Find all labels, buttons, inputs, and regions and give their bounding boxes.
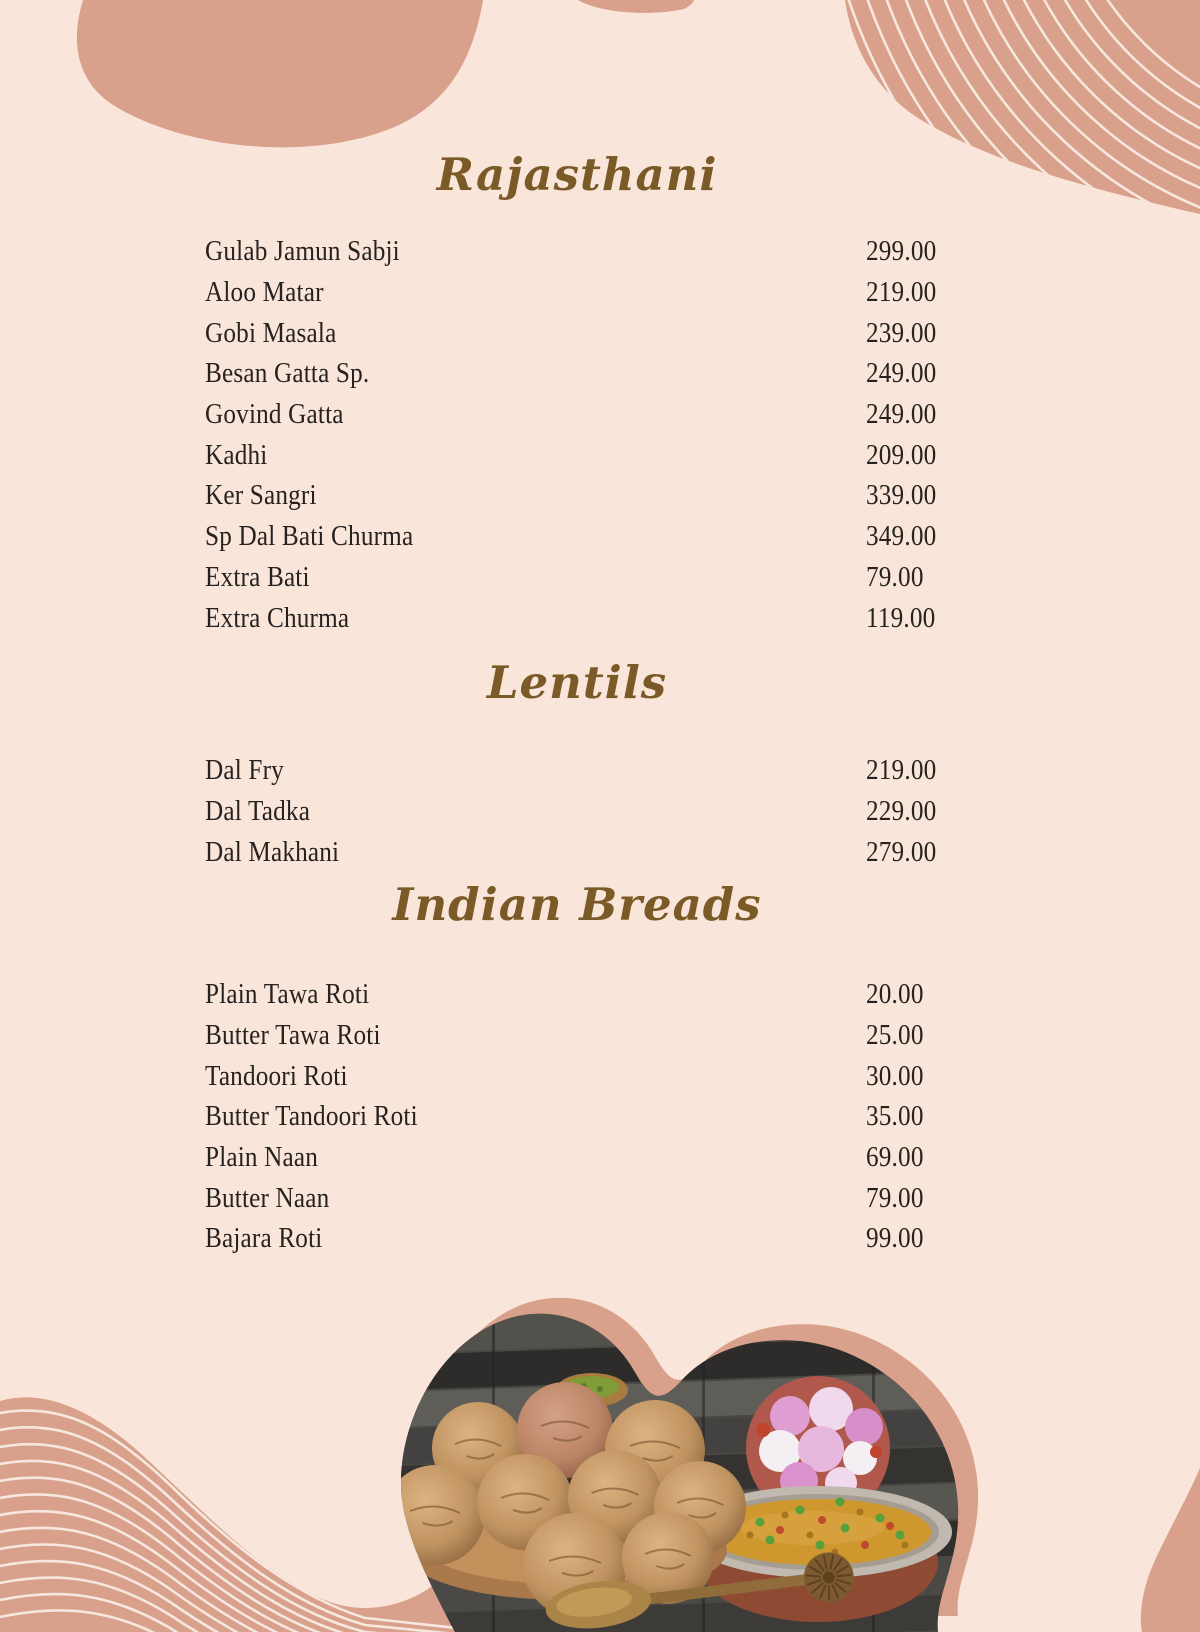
item-name: Plain Tawa Roti	[205, 979, 370, 1011]
item-name: Gobi Masala	[205, 317, 337, 349]
menu-item-row	[205, 751, 975, 792]
menu-item-row	[205, 1016, 975, 1057]
item-name: Butter Tawa Roti	[205, 1020, 381, 1052]
section-title-lentils: Lentils	[486, 656, 668, 709]
menu-item-row	[205, 517, 975, 558]
menu-item-row	[205, 476, 975, 517]
item-name: Extra Churma	[205, 602, 350, 634]
menu-item-row	[205, 792, 975, 833]
item-name: Ker Sangri	[205, 480, 317, 512]
menu-item-row	[205, 1219, 975, 1260]
item-price: 35.00	[866, 1101, 924, 1133]
item-price: 239.00	[866, 317, 937, 349]
item-price: 99.00	[866, 1223, 924, 1255]
item-name: Butter Naan	[205, 1182, 330, 1214]
item-name: Extra Bati	[205, 561, 310, 593]
menu-items-rajasthani	[205, 232, 975, 639]
item-price: 339.00	[866, 480, 937, 512]
item-name: Govind Gatta	[205, 399, 344, 431]
item-name: Plain Naan	[205, 1142, 319, 1174]
bottom-right-blob	[1141, 1468, 1200, 1632]
item-price: 79.00	[866, 1182, 924, 1214]
item-name: Tandoori Roti	[205, 1060, 348, 1092]
item-price: 79.00	[866, 561, 924, 593]
menu-item-row	[205, 1178, 975, 1219]
item-price: 30.00	[866, 1060, 924, 1092]
menu-item-row	[205, 598, 975, 639]
item-name: Kadhi	[205, 439, 268, 471]
item-price: 209.00	[866, 439, 937, 471]
top-left-blob	[77, 0, 483, 147]
top-bump-blob	[578, 0, 694, 13]
item-price: 119.00	[866, 602, 936, 634]
menu-item-row	[205, 558, 975, 599]
item-name: Bajara Roti	[205, 1223, 323, 1255]
menu-item-row	[205, 232, 975, 273]
item-name: Aloo Matar	[205, 277, 324, 309]
menu-item-row	[205, 975, 975, 1016]
item-name: Besan Gatta Sp.	[205, 358, 370, 390]
menu-item-row	[205, 1138, 975, 1179]
menu-item-row	[205, 1056, 975, 1097]
item-price: 219.00	[866, 755, 937, 787]
menu-items-lentils	[205, 751, 975, 873]
item-price: 20.00	[866, 979, 924, 1011]
section-title-rajasthani: Rajasthani	[436, 148, 718, 201]
item-name: Dal Tadka	[205, 796, 311, 828]
item-price: 249.00	[866, 358, 937, 390]
menu-item-row	[205, 354, 975, 395]
item-name: Dal Fry	[205, 755, 284, 787]
section-title-indian-breads: Indian Breads	[392, 878, 762, 931]
menu-item-row	[205, 395, 975, 436]
menu-item-row	[205, 313, 975, 354]
menu-items-indian-breads	[205, 975, 975, 1260]
menu-item-row	[205, 273, 975, 314]
item-price: 349.00	[866, 521, 937, 553]
item-price: 229.00	[866, 796, 937, 828]
item-price: 25.00	[866, 1020, 924, 1052]
item-name: Dal Makhani	[205, 836, 340, 868]
food-photo	[354, 1260, 1006, 1632]
item-price: 249.00	[866, 399, 937, 431]
item-price: 69.00	[866, 1142, 924, 1174]
item-name: Gulab Jamun Sabji	[205, 236, 400, 268]
item-price: 299.00	[866, 236, 937, 268]
item-price: 279.00	[866, 836, 937, 868]
item-name: Sp Dal Bati Churma	[205, 521, 414, 553]
item-name: Butter Tandoori Roti	[205, 1101, 418, 1133]
item-price: 219.00	[866, 277, 937, 309]
menu-item-row	[205, 1097, 975, 1138]
menu-item-row	[205, 832, 975, 873]
menu-item-row	[205, 435, 975, 476]
